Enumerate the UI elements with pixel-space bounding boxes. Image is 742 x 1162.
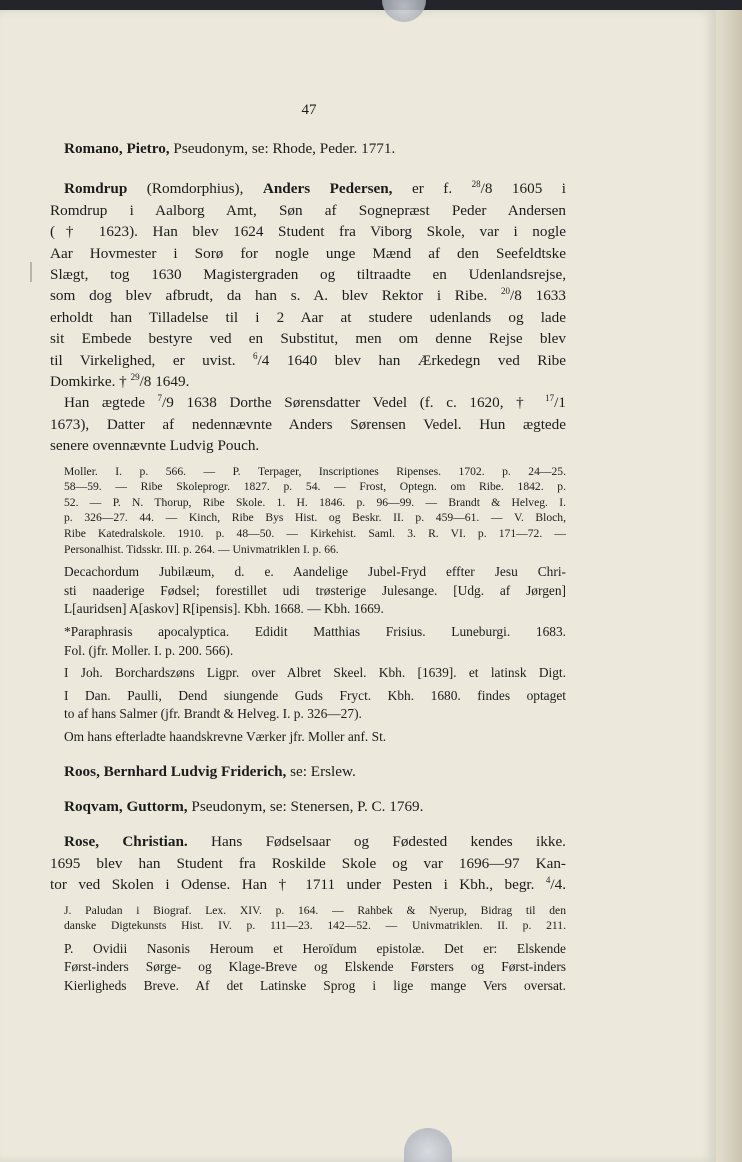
references: Moller. I. p. 566. — P. Terpager, Inscriptiones Ripenses. 1702. p. 24—25. 58—59. — Ribe Skoleprogr. 1827. p. 54. — Frost, Optegn. om Ribe. 1842. p. 52. — P. N. Thorup, Ribe Skole. 1. H. 1846. p. 96—99. — Brandt & Helveg. I. p. 326—27. 44. — Kinch, Ribe Bys Hist. og Beskr. II. p. 459—61. — V. Bloch, Ribe Katedralskole. 1910. p. 48—50. — Kirkehist. Saml. 3. R. VI. p. 171—72. — Personalhist. Tidsskr. III. p. 264. — Univmatriklen I. p. 66. (64, 464, 566, 556)
entry-roqvam (50, 796, 566, 817)
text-line: sit Embede bestyre ved en Substitut, men om denne Rejse blev (50, 330, 566, 348)
text-line: til Virkelighed, er uvist. $^6$/4 1640 blev han Ærkedegn ved Ribe (50, 350, 566, 369)
entry-romano (50, 138, 566, 159)
text-line: Romdrup i Aalborg Amt, Søn af Sognepræst Peder Andersen (50, 201, 566, 219)
text-line: († 1623). Han blev 1624 Student fra Viborg Skole, var i nogle (50, 223, 566, 241)
work-item: I Joh. Borchardszøns Ligpr. over Albret Skeel. Kbh. [1639]. et latinsk Digt. (64, 665, 566, 681)
work-item: P. Ovidii Nasonis Heroum et Heroïdum epistolæ. Det er: Elskende Først-inders Sørge- og Klage-Breve og Elskende Førsters og Først-inders Kierligheds Breve. Af det Latinske Sprog i lige mange Vers oversat. (64, 940, 566, 993)
entry-text: Pseudonym, se: Stenersen, P. C. 1769. (187, 798, 424, 815)
text-line: Domkirke. † $^{29}$/8 1649. (50, 372, 190, 391)
entry-name: Rose, Christian. (64, 833, 188, 851)
page-text (50, 86, 566, 996)
entry-roos (50, 761, 566, 782)
text-line: Slægt, tog 1630 Magistergraden og tiltraadte en Udenlandsrejse, (50, 266, 566, 284)
text-line: erholdt han Tilladelse til i 2 Aar at studere udenlands og lade (50, 308, 566, 326)
work-item: I Dan. Paulli, Dend siungende Guds Fryct. Kbh. 1680. findes optaget to af hans Salmer (jfr. Brandt & Helveg. I. p. 326—27). (64, 687, 566, 722)
work-item: Om hans efterladte haandskrevne Værker jfr. Moller anf. St. (64, 729, 387, 744)
entry-text: se: Erslew. (286, 762, 356, 780)
entry-name: Roqvam, Guttorm, (64, 798, 188, 815)
entry-text: Pseudonym, se: Rhode, Peder. 1771. (169, 140, 396, 157)
entry-name: Romdrup (64, 180, 128, 198)
text-line: Han ægtede $^7$/9 1638 Dorthe Sørensdatter Vedel (f. c. 1620, † $^{17}$/1 (64, 393, 566, 412)
entry-romdrup: Romdrup (Romdorphius), Anders Pedersen, er f. $^{28}$/8 1605 i Romdrup i Aalborg Amt, Søn af Sognepræst Peder Andersen († 1623). Han blev 1624 Student fra Viborg Skole, var i nogle Aar Hovmester i Sorø for nogle unge Mænd af den Seefeldtske Slægt, tog 1630 Magistergraden og tiltraadte en Udenlandsrejse, som dog blev afbrudt, da han s. A. blev Rektor i Ribe. $^{20}$/8 1633 erholdt han Tilladelse til i 2 Aar at studere udenlands og lade sit Embede bestyre ved en Substitut, men om denne Rejse blev til Virkelighed, er uvist. $^6$/4 1640 blev han Ærkedegn ved Ribe Domkirke. † $^{29}$/8 1649. Han ægtede $^7$/9 1638 Dorthe Sørensdatter Vedel (f. c. 1620, † $^{17}$/1 1673), Datter af nedennævnte Anders Sørensen Vedel. Hun ægtede senere ovennævnte Ludvig Pouch. Moller. I. p. 566. — P. Terpager, Inscriptiones Ripenses. 1702. p. 24—25. 58—59. — Ribe Skoleprogr. 1827. p. 54. — Frost, Optegn. om Ribe. 1842. p. 52. — P. N. Thorup, Ribe Skole. 1. H. 1846. p. 96—99. — Brandt & Helveg. I. p. 326—27. 44. — Kinch, Ribe Bys Hist. og Beskr. II. p. 459—61. — V. Bloch, Ribe Katedralskole. 1910. p. 48—50. — Kirkehist. Saml. 3. R. VI. p. 171—72. — Personalhist. Tidsskr. III. p. 264. — Univmatriklen I. p. 66. Decachordum Jubilæum, d. e. Aandelige Jubel-Fryd effter Jesu Chri- sti naaderige Fødsel; forestillet udi trøsterige Julesange. [Udg. af Jørgen] L[auridsen] A[askov] R[ipensis]. Kbh. 1668. — Kbh. 1669. *Paraphrasis apocalyptica. Edidit Matthias Frisius. Luneburgi. 1683. Fol. (jfr. Moller. I. p. 200. 566). I Joh. Borchardszøns Ligpr. over Albret Skeel. Kbh. [1639]. et latinsk Digt. I Dan. Paulli, Dend siungende Guds Fryct. Kbh. 1680. findes optaget to af hans Salmer (jfr. Brandt & Helveg. I. p. 326—27). Om hans efterladte haandskrevne Værker jfr. Moller anf. St. (50, 178, 566, 746)
text-line: senere ovennævnte Ludvig Pouch. (50, 437, 260, 455)
entry-name: Roos, Bernhard Ludvig Friderich, (64, 762, 287, 780)
entry-name: Romano, Pietro, (64, 140, 170, 157)
work-item: Decachordum Jubilæum, d. e. Aandelige Jubel-Fryd effter Jesu Chri- sti naaderige Fødsel; forestillet udi trøsterige Julesange. [Udg. af Jørgen] L[auridsen] A[askov] R[ipensis]. Kbh. 1668. — Kbh. 1669. (64, 564, 566, 617)
text-line: tor ved Skolen i Odense. Han † 1711 under Pesten i Kbh., begr. $^4$/4. (50, 875, 566, 894)
margin-mark (30, 262, 32, 282)
entry-rose: Rose, Christian. Hans Fødselsaar og Fødested kendes ikke. 1695 blev han Student fra Roskilde Skole og var 1696—97 Kan- tor ved Skolen i Odense. Han † 1711 under Pesten i Kbh., begr. $^4$/4. J. Paludan i Biograf. Lex. XIV. p. 164. — Rahbek & Nyerup, Bidrag til den danske Digtekunsts Hist. IV. p. 111—23. 142—52. — Univmatriklen. II. p. 211. P. Ovidii Nasonis Heroum et Heroïdum epistolæ. Det er: Elskende Først-inders Sørge- og Klage-Breve og Elskende Førsters og Først-inders Kierligheds Breve. Af det Latinske Sprog i lige mange Vers oversat. (50, 831, 566, 995)
text-line: 1695 blev han Student fra Roskilde Skole og var 1696—97 Kan- (50, 854, 566, 872)
entry-name: Anders Pedersen, (262, 180, 393, 198)
page-number: 47 (301, 102, 317, 118)
text-line: som dog blev afbrudt, da han s. A. blev Rektor i Ribe. $^{20}$/8 1633 (50, 286, 566, 305)
text-line: Aar Hovmester i Sorø for nogle unge Mænd af den Seefeldtske (50, 244, 566, 262)
works-list (50, 563, 566, 746)
work-item: *Paraphrasis apocalyptica. Edidit Matthias Frisius. Luneburgi. 1683. Fol. (jfr. Moller. I. p. 200. 566). (64, 624, 566, 658)
text-line: 1673), Datter af nedennævnte Anders Sørensen Vedel. Hun ægtede (50, 415, 566, 433)
references: J. Paludan i Biograf. Lex. XIV. p. 164. — Rahbek & Nyerup, Bidrag til den danske Digtekunsts Hist. IV. p. 111—23. 142—52. — Univmatriklen. II. p. 211. (64, 903, 566, 933)
